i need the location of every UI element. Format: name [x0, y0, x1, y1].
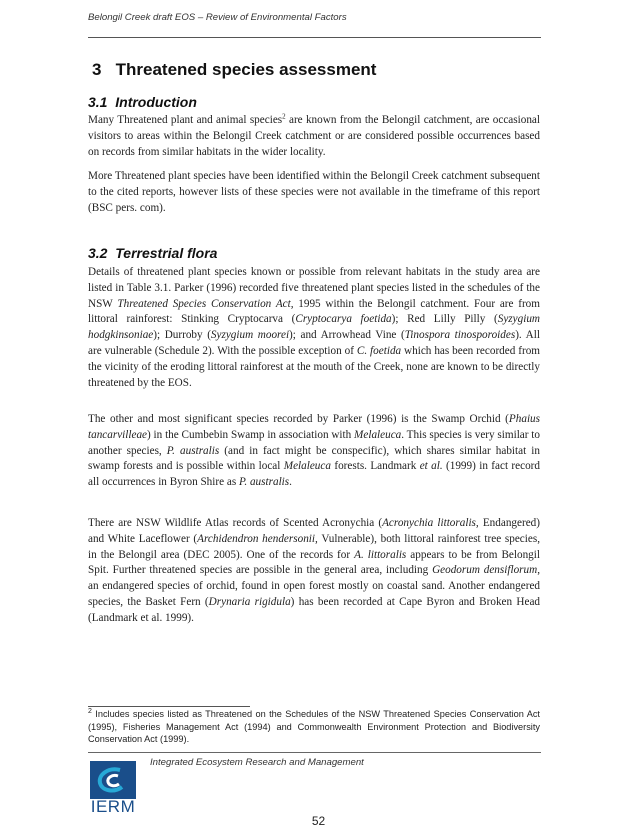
flora-paragraph-3	[88, 516, 540, 627]
text-run: are known from the Belongil catchment, are occasional visitors to areas within the Belongil Creek catchment or are considered possible occurrences based on records from similar habitats in the wider locality.	[88, 114, 540, 158]
species-name: Geodorum densiflorum	[432, 564, 538, 577]
species-name: Drynaria rigidula	[208, 595, 291, 608]
footnote	[88, 708, 540, 746]
footnote-text: Includes species listed as Threatened on the Schedules of the NSW Threatened Species Conservation Act (1995), Fisheries Management Act (1994) and Commonwealth Environment Protection and Biodiversity Conservation Act (1999).	[88, 709, 540, 744]
text-run: which has been recorded from the vicinity of the eroding littoral rainforest at the mouth of the Creek, none are known to be directly threatened by the EOS.	[88, 344, 540, 389]
text-run: Details of threatened plant species known or possible from relevant habitats in the study area are listed in Table 3.1. Parker (1996) recorded five threatened plant species listed in the schedules of the NSW	[88, 266, 540, 310]
text-run: ); Durroby (	[153, 329, 211, 342]
species-name: Syzygium hodgkinsoniae	[88, 313, 540, 342]
text-run: , an endangered species of orchid, found in open forest mostly on coastal sand. Another endangered species, the Basket Fern (	[88, 564, 540, 608]
page-number: 52	[311, 814, 326, 828]
text-run: The other and most significant species recorded by Parker (1996) is the Swamp Orchid (	[88, 413, 509, 425]
text-run: Endangered) and White Laceflower (	[88, 517, 540, 545]
subsection-number: 3.2	[88, 245, 108, 261]
text-run: appears to be from Belongil Spit. Further threatened species are possible in the general area, including	[88, 548, 540, 577]
text-run: ). All are vulnerable (Schedule 2). With the possible exception of	[88, 329, 540, 357]
footnote-rule	[88, 706, 250, 707]
text-run: .	[289, 476, 292, 489]
subsection-number: 3.1	[88, 94, 108, 110]
species-name: Phaius tancarvilleae	[88, 413, 540, 441]
section-title: Threatened species assessment	[115, 60, 377, 79]
running-header: Belongil Creek draft EOS – Review of Environmental Factors	[88, 12, 347, 23]
species-name: P. australis	[166, 444, 220, 457]
text-run: Vulnerable), both littoral rainforest tree species, in the Belongil area (DEC 2005). One of the records for	[88, 532, 540, 561]
species-name: Melaleuca	[354, 428, 402, 441]
species-name: Syzygium moorei	[210, 329, 290, 342]
species-name: P. australis	[238, 476, 290, 489]
species-name: Tinospora tinosporoides	[404, 329, 516, 342]
text-run: (1999) in fact record all occurrences in Byron Shire as	[88, 460, 540, 489]
section-heading	[92, 60, 376, 80]
species-name: Acronychia littoralis,	[382, 517, 479, 529]
species-name: Cryptocarya foetida	[295, 313, 392, 326]
text-run: forests. Landmark	[330, 460, 420, 473]
flora-paragraph-2	[88, 412, 540, 491]
logo-wordmark: IERM	[90, 797, 136, 816]
subsection-title: Terrestrial flora	[115, 245, 218, 261]
text-run: ); and Arrowhead Vine (	[289, 329, 405, 342]
text-run: (and in fact might be conspecific), which shares similar habitat in swamp forests and is possible within local	[88, 444, 540, 473]
footnote-marker: 2	[88, 707, 92, 715]
species-name: C. foetida	[356, 344, 402, 357]
footer-organisation: Integrated Ecosystem Research and Management	[150, 757, 364, 768]
intro-paragraph-2: More Threatened plant species have been identified within the Belongil Creek catchment subsequent to the cited reports, however lists of these species were not available in the timeframe of this report (BSC pers. com).	[88, 170, 540, 214]
italic-text: et al.	[419, 460, 443, 473]
italic-text: Threatened Species Conservation Act,	[117, 297, 294, 310]
flora-paragraph-1	[88, 265, 540, 391]
header-rule	[88, 37, 541, 38]
section-number: 3	[92, 60, 102, 79]
subsection-heading-introduction	[88, 94, 197, 110]
text-run: ) in the Cumbebin Swamp in association with	[147, 428, 355, 441]
text-run: ); Red Lilly Pilly (	[391, 313, 498, 326]
footer-rule	[88, 752, 541, 753]
footnote-reference: 2	[282, 112, 286, 121]
species-name: A. littoralis	[354, 548, 407, 561]
species-name: Melaleuca	[283, 460, 331, 473]
ierm-logo-icon	[90, 761, 136, 799]
text-run: 1995 within the Belongil catchment. Four are from littoral rainforest: Stinking Cryptocarva (	[88, 297, 540, 326]
text-run: Many Threatened plant and animal species	[88, 114, 283, 126]
logo-background	[90, 761, 136, 799]
text-run: There are NSW Wildlife Atlas records of Scented Acronychia (	[88, 517, 383, 529]
subsection-title: Introduction	[115, 94, 197, 110]
subsection-heading-terrestrial-flora	[88, 245, 217, 261]
intro-paragraph-1	[88, 113, 540, 160]
text-run: ) has been recorded at Cape Byron and Broken Head (Landmark et al. 1999).	[88, 595, 541, 624]
text-run: . This species is very similar to another species,	[88, 428, 540, 457]
species-name: Archidendron hendersonii,	[197, 532, 318, 545]
